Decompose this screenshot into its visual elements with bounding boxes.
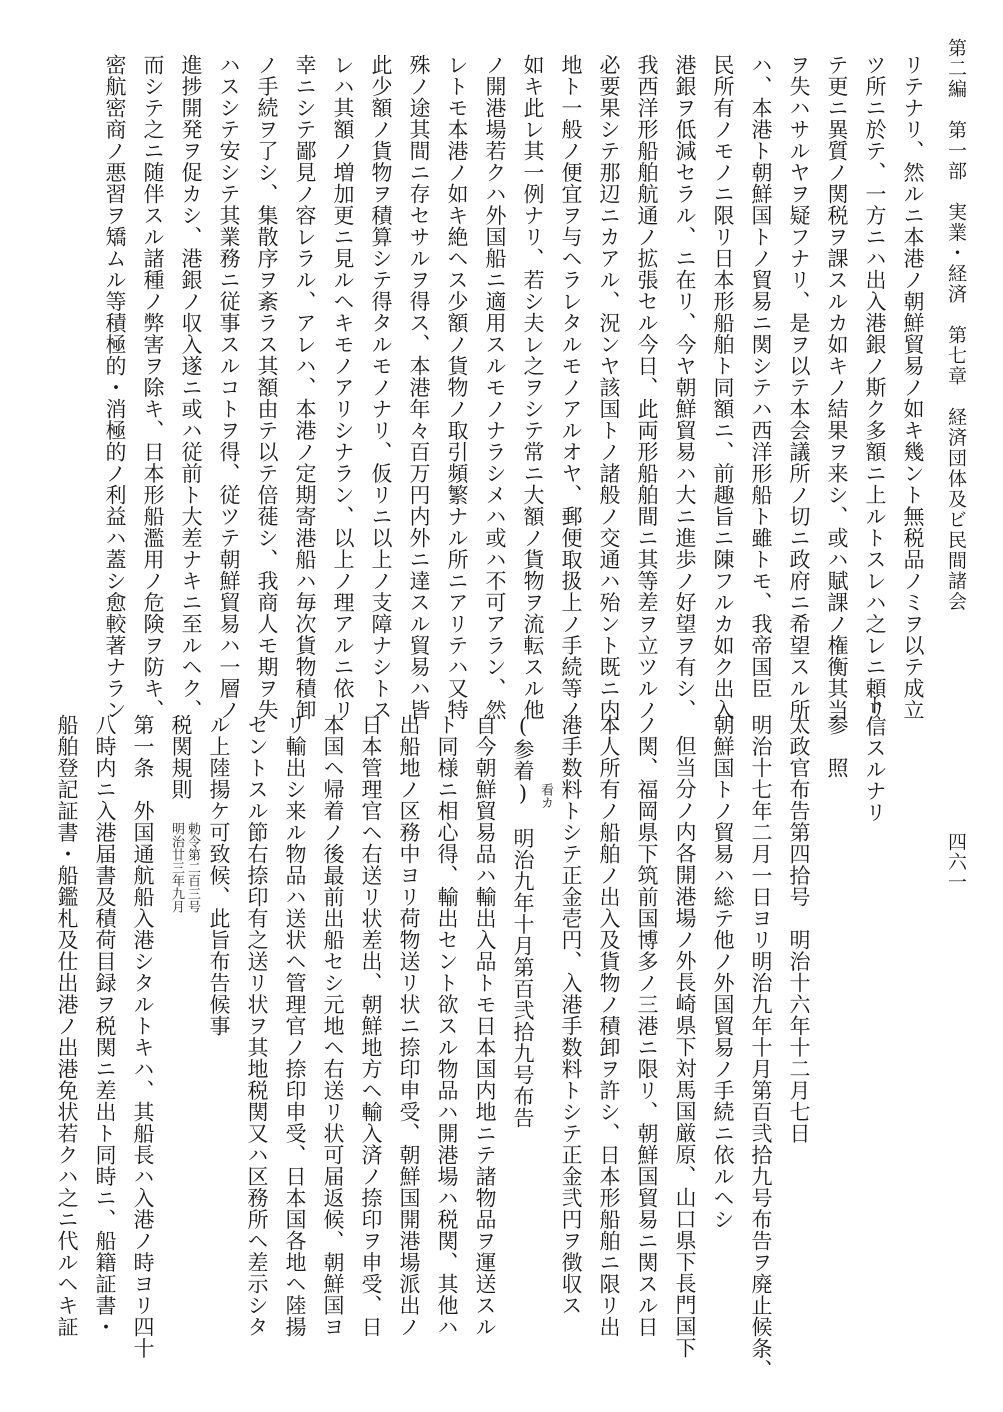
law-decree-note: 勅令第二百三号: [185, 822, 200, 913]
text-line: 我西洋形船舶航通ノ拡張セル今日、此両形船舶間ニ其等差ヲ立ツルノ: [635, 54, 659, 721]
text-line: 八時内ニ入港届書及積荷目録ヲ税関ニ差出ト同時ニ、船籍証書・: [93, 714, 117, 1338]
text-line: ノ関、福岡県下筑前国博多ノ三港ニ限リ、朝鮮国貿易ニ関スル日: [635, 714, 659, 1338]
text-line: 本人所有ノ船舶ノ出入及貨物ノ積卸ヲ許シ、日本形船舶ニ限リ出: [597, 714, 621, 1338]
text-line: 本国ヘ帰着ノ後最前出船セシ元地ヘ右送リ状可届返候、朝鮮国ヨ: [321, 714, 345, 1338]
text-line: 出船地ノ区務中ヨリ荷物送リ状ニ捺印申受、朝鮮国開港場派出ノ: [397, 714, 421, 1338]
page-number: 四六一: [945, 832, 967, 892]
text-line: 日本管理官ヘ右送リ状差出、朝鮮地方ヘ輸入済ノ捺印ヲ申受、日: [359, 714, 383, 1338]
text-line: 而シテ之ニ随伴スル諸種ノ弊害ヲ除キ、日本形船濫用ノ危険ヲ防キ、: [141, 54, 165, 721]
text-line: 明治十七年二月一日ヨリ明治九年十月第百弐拾九号布告ヲ廃止候条、: [749, 714, 773, 1381]
text-line: ハスシテ安シテ其業務ニ従事スルコトヲ得、従ツテ朝鮮貿易ハ一層ノ: [217, 54, 241, 721]
text-line: (参着) 明治九年十月第百弐拾九号布告: [511, 714, 535, 1129]
text-line: ノ手続ヲ了シ、集散序ヲ紊ラス其額由テ以テ倍蓰シ、我商人モ期ヲ失: [255, 54, 279, 721]
law-date-note: 明治廿三年九月: [169, 822, 184, 913]
text-line: 殊ノ途其間ニ存セサルヲ得ス、本港年々百万円内外ニ達スル貿易ハ皆: [407, 54, 431, 721]
text-line: ハ、本港ト朝鮮国トノ貿易ニ関シテハ西洋形船ト雖トモ、我帝国臣: [749, 54, 773, 699]
text-line: ト信スルナリ: [863, 694, 887, 823]
text-line: ヲ失ハサルヤヲ疑フナリ、是ヲ以テ本会議所ノ切ニ政府ニ希望スル所: [787, 54, 811, 721]
text-line: 但当分ノ内各開港場ノ外長崎県下対馬国厳原、山口県下長門国下: [673, 735, 697, 1359]
text-line: ツ所ニ於テ、一方ニハ出入港銀ノ斯ク多額ニ上ルトスレハ之レニ頼リ: [863, 54, 887, 721]
text-line: リ輸出シ来ル物品ハ送状ヘ管理官ノ捺印申受、日本国各地ヘ陸揚: [283, 714, 307, 1338]
text-line: 船舶登記証書・船鑑札及仕出港ノ出港免状若クハ之ニ代ルヘキ証: [55, 714, 79, 1338]
law-title: 税関規則: [169, 714, 193, 800]
text-line: 幸ニシテ鄙見ノ容レラル、アレハ、本港ノ定期寄港船ハ毎次貨物積卸: [293, 54, 317, 721]
text-line: レハ其額ノ増加更ニ見ルヘキモノアリシナラン、以上ノ理アルニ依リ: [331, 54, 355, 721]
text-line: ト同様ニ相心得、輸出セント欲スル物品ハ開港場ハ税関、其他ハ: [435, 714, 459, 1338]
kanmo-note: 看カ: [538, 783, 553, 809]
text-line: ノ開港場若クハ外国船ニ適用スルモノナラシメハ或ハ不可アラン、然: [483, 54, 507, 721]
text-line: 必要果シテ那辺ニカアル、況ンヤ該国トノ諸般ノ交通ハ殆ント既ニ内: [597, 54, 621, 721]
text-line: 民所有ノモノニ限リ日本形船舶ト同額ニ、前趣旨ニ陳フルカ如ク出入: [711, 54, 735, 721]
section-heading: 参 照: [825, 714, 849, 779]
running-head: 第二編 第一部 実業・経済 第七章 経済団体及ビ民間諸会: [945, 38, 967, 612]
text-line: 如キ此レ其一例ナリ、若シ夫レ之ヲシテ常ニ大額ノ貨物ヲ流転スル他: [521, 54, 545, 721]
text-line: 港銀ヲ低減セラル、ニ在リ、今ヤ朝鮮貿易ハ大ニ進歩ノ好望ヲ有シ、: [673, 54, 697, 721]
text-line: 朝鮮国トノ貿易ハ総テ他ノ外国貿易ノ手続ニ依ルヘシ: [711, 714, 735, 1230]
text-line: リテナリ、然ルニ本港ノ朝鮮貿易ノ如キ幾ント無税品ノミヲ以テ成立: [901, 54, 925, 721]
text-line: 港手数料トシテ正金壱円、入港手数料トシテ正金弐円ヲ徴収ス: [559, 714, 583, 1316]
text-line: テ更ニ異質ノ関税ヲ課スルカ如キノ結果ヲ来シ、或ハ賦課ノ権衡其当: [825, 54, 849, 721]
text-line: レトモ本港ノ如キ絶ヘス少額ノ貨物ノ取引頻繁ナル所ニアリテハ又特: [445, 54, 469, 721]
text-line: 第一条 外国通航船入港シタルトキハ、其船長ハ入港ノ時ヨリ四十: [131, 714, 155, 1359]
text-line: 此少額ノ貨物ヲ積算シテ得タルモノナリ、仮リニ以上ノ支障ナシトス: [369, 54, 393, 721]
text-line: 進捗開発ヲ促カシ、港銀ノ収入遂ニ或ハ従前ト大差ナキニ至ルヘク、: [179, 54, 203, 721]
text-line: 地ト一般ノ便宜ヲ与ヘラレタルモノアルオヤ、郵便取扱上ノ手続等ノ: [559, 54, 583, 721]
text-line: ル上陸揚ケ可致候、此旨布告候事: [207, 714, 231, 1037]
text-line: 密航密商ノ悪習ヲ矯ムル等積極的・消極的ノ利益ハ蓋シ愈較著ナラン: [103, 54, 127, 721]
text-line: 自今朝鮮貿易品ハ輸出入品トモ日本国内地ニテ諸物品ヲ運送スル: [473, 714, 497, 1338]
text-line: セントスル節右捺印有之送リ状ヲ其地税関又ハ区務所ヘ差示シタ: [245, 714, 269, 1338]
text-line: 太政官布告第四拾号 明治十六年十二月七日: [787, 714, 811, 1144]
